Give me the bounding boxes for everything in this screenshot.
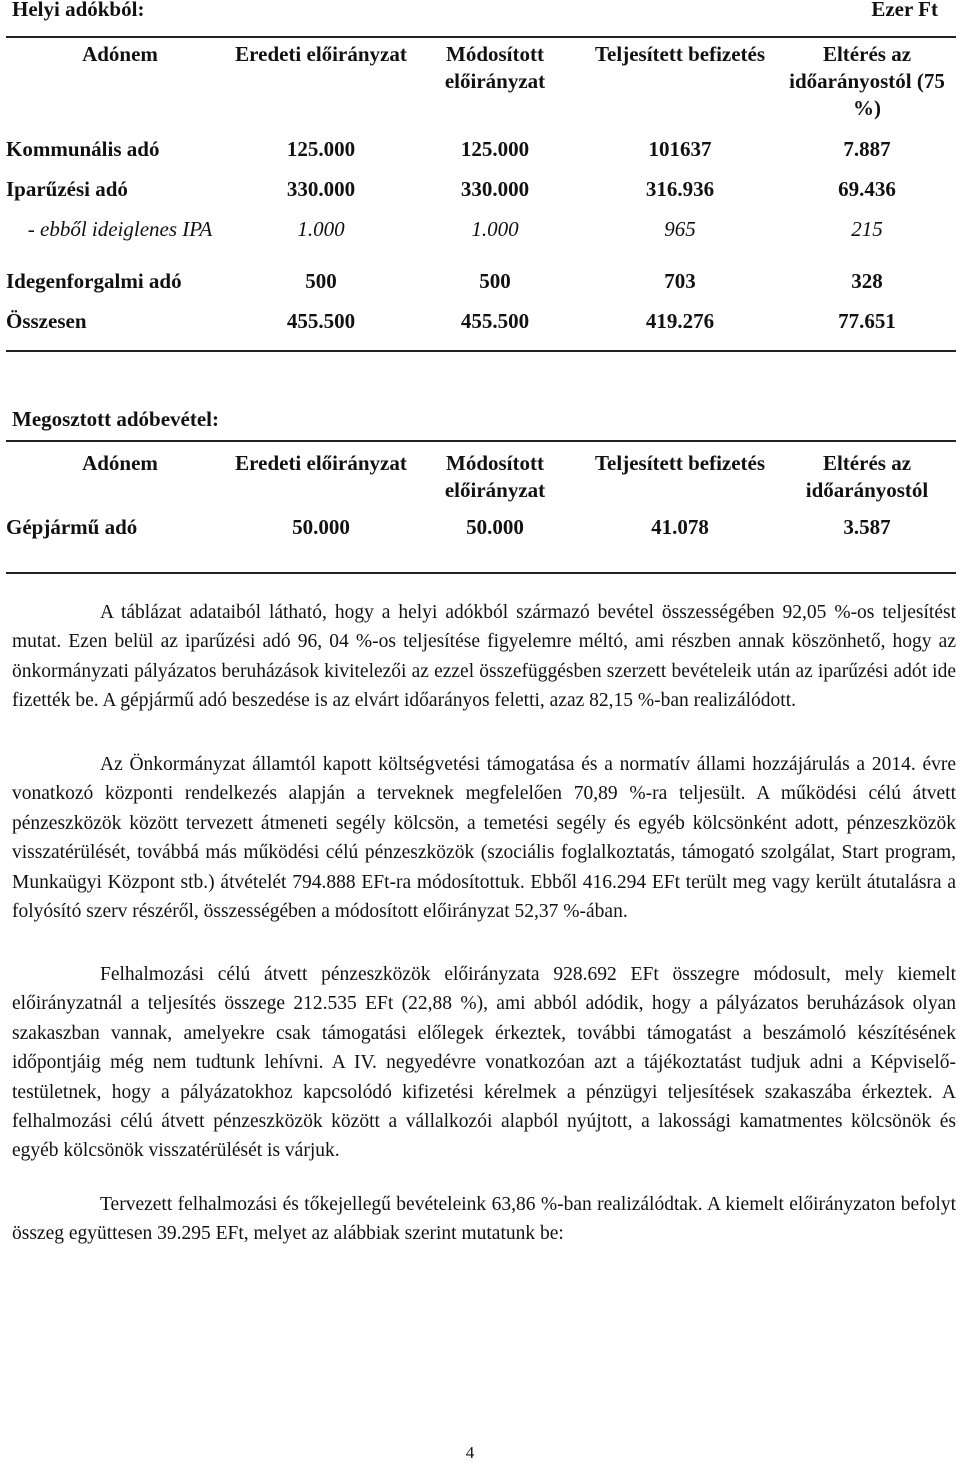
paragraph: Felhalmozási célú átvett pénzeszközök előirányzata 928.692 EFt összegre módosult, mely kiemelt előirányzatnál a teljesítés összege 212.535 EFt (22,88 %), ami abból adódik, hogy a pályázatos beruházások olyan szakaszban vannak, amelyekre csak támogatási előlegek érkeztek, további támogatást a beszámoló készítésének időpontjáig még nem tudtunk lehívni. A IV. negyedévre vonatkozóan azt a tájékoztatást tudjuk adni a Képviselő-testületnek, hogy a pályázatokhoz kapcsolódó kifizetési kérelmek a pénzügyi teljesítések szakaszába érkeztek. A felhalmozási célú átvett pénzeszközök között a vállalkozói alapból nyújtott, a lakossági kamatmentes kölcsönök és egyéb kölcsönök visszatérülését is várjuk.	[12, 964, 956, 1162]
table-cell: 215	[851, 217, 883, 241]
table-cell: 1.000	[297, 217, 345, 241]
header-cell: Eltérés az időarányostól	[805, 451, 929, 502]
table-cell: 101637	[648, 137, 712, 161]
table-cell: 455.500	[286, 309, 356, 333]
table-cell: 125.000	[286, 137, 356, 161]
header-cell: Adónem	[82, 42, 158, 66]
table-cell: 500	[479, 269, 511, 293]
table-row	[6, 176, 956, 216]
paragraph: Tervezett felhalmozási és tőkejellegű bevételeink 63,86 %-ban realizálódtak. A kiemelt előirányzaton befolyt összeg együttesen 39.295 EFt, melyet az alábbiak szerint mutatunk be:	[12, 1194, 956, 1245]
table-header-row	[6, 441, 956, 514]
table-cell: 419.276	[645, 309, 715, 333]
shared-tax-table	[6, 440, 956, 574]
table-cell: 500	[305, 269, 337, 293]
row-label: Iparűzési adó	[6, 177, 128, 201]
header-cell: Eredeti előirányzat	[235, 42, 407, 66]
table-cell: 1.000	[471, 217, 519, 241]
table-row	[6, 514, 956, 573]
table-header-row	[6, 37, 956, 136]
table-cell: 77.651	[838, 309, 896, 333]
paragraph: A táblázat adataiból látható, hogy a helyi adókból származó bevétel összességében 92,05 %-os teljesítést mutat. Ezen belül az iparűzési adó 96, 04 %-os teljesítése figyelemre méltó, ami részben annak köszönhető, hogy az önkormányzati pályázatos beruházások kivitelezői az ezzel összefüggésben szerzett bevételeik után az iparűzési adót ide fizették be. A gépjármű adó beszedése is az elvárt időarányos feletti, azaz 82,15 %-ban realizálódott.	[12, 602, 956, 712]
paragraph: Az Önkormányzat államtól kapott költségvetési támogatása és a normatív állami hozzájárulás a 2014. évre vonatkozó központi rendelkezés alapján a terveknek megfelelően 70,89 %-ra teljesült. A működési célú átvett pénzeszközök között tervezett átmeneti segély kölcsön, a temetési segély és egyéb kölcsönként adott, pénzeszközök visszatérülését, továbbá más működési célú pénzeszközök (szociális foglalkoztatás, támogató szolgálat, Start program, Munkaügyi Központ stb.) átvételét 794.888 EFt-ra módosítottuk. Ebből 416.294 EFt terült meg vagy került átutalásra a folyósító szerv részéről, összességében a módosított előirányzat 52,37 %-ában.	[12, 754, 956, 923]
table-cell: 7.887	[843, 137, 891, 161]
row-label: Kommunális adó	[6, 137, 160, 161]
table-cell: 703	[664, 269, 696, 293]
table-cell: 316.936	[645, 177, 715, 201]
table-row	[6, 268, 956, 308]
table-cell: 328	[851, 269, 883, 293]
unit-label: Ezer Ft	[871, 0, 938, 21]
row-label: Gépjármű adó	[6, 515, 138, 539]
table-cell: 455.500	[460, 309, 530, 333]
header-cell: Adónem	[82, 451, 158, 475]
table-cell: 69.436	[838, 177, 896, 201]
table-cell: 965	[664, 217, 696, 241]
header-cell: Módosított előirányzat	[444, 42, 546, 93]
section2-title: Megosztott adóbevétel:	[12, 407, 220, 431]
table-cell: 41.078	[651, 515, 709, 539]
table-row-total	[6, 308, 956, 351]
row-label: - ebből ideiglenes IPA	[27, 217, 213, 241]
header-cell: Eredeti előirányzat	[235, 451, 407, 475]
header-cell: Módosított előirányzat	[444, 451, 546, 502]
row-label: Idegenforgalmi adó	[6, 269, 182, 293]
header-cell: Eltérés az időarányostól (75 %)	[789, 42, 945, 120]
table-cell: 50.000	[292, 515, 350, 539]
table-row	[6, 216, 956, 268]
local-taxes-table	[6, 36, 956, 352]
page-number: 4	[465, 1443, 475, 1462]
table-cell: 125.000	[460, 137, 530, 161]
header-cell: Teljesített befizetés	[594, 451, 766, 475]
section1-title: Helyi adókból:	[12, 0, 145, 21]
table-cell: 3.587	[843, 515, 891, 539]
row-label: Összesen	[6, 309, 87, 333]
table-cell: 330.000	[286, 177, 356, 201]
table-cell: 330.000	[460, 177, 530, 201]
table-cell: 50.000	[466, 515, 524, 539]
table-row	[6, 136, 956, 176]
header-cell: Teljesített befizetés	[594, 42, 766, 66]
